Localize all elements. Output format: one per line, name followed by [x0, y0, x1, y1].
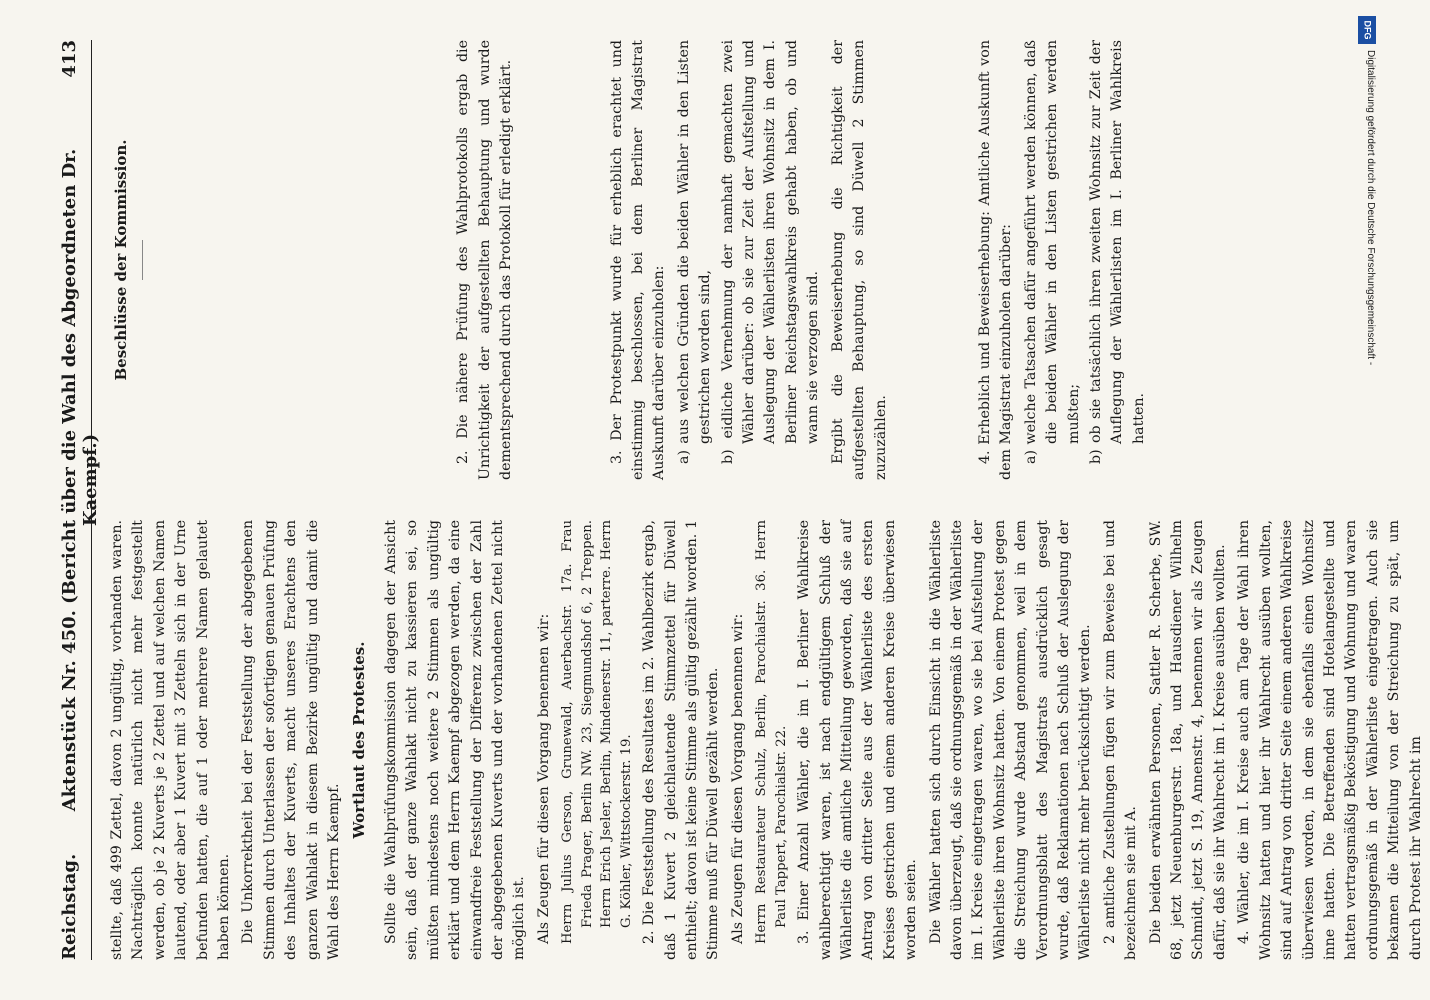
digitization-credit — [1356, 10, 1378, 990]
spacer — [521, 40, 607, 480]
page-header — [41, 40, 101, 960]
paragraph: Die beiden erwähnten Personen, Sattler R. Scherbe, SW. 68, jetzt Neuenburgerstr. 18a, und Hausdiener Wilhelm Schmidt, jetzt S. 19, Annenstr. 4, benennen wir als Zeugen dafür, daß sie ihr Wahlrecht im I. Kreise ausüben wollten. — [1147, 520, 1228, 960]
credit-text: Digitalisierung gefördert durch die Deutsche Forschungsgemeinschaft - — [1365, 50, 1376, 366]
paragraph: Die Unkorrektheit bei der Feststellung der abgegebenen Stimmen durch Unterlassen der sofortigen genauen Prüfung des Inhaltes der Kuverts, macht unseres Erachtens den ganzen Wahlakt in diesem Bezirke ungültig und damit die Wahl des Herrn Kaempf. — [240, 520, 343, 960]
section-title-commission: Beschlüsse der Kommission. — [112, 139, 130, 381]
sublist-item: b) ob sie tatsächlich ihren zweiten Wohnsitz zur Zeit der Auflegung der Wählerlisten im I. Berliner Wahlkreis hatten. — [1087, 40, 1147, 464]
spacer — [895, 40, 975, 480]
dfg-logo-text: DFG — [1362, 20, 1372, 40]
section-title-protest: Wortlaut des Protestes. — [350, 641, 369, 839]
decision-item: 3. Der Protestpunkt wurde für erheblich erachtet und einstimmig beschlossen, bei dem Berliner Magistrat Auskunft darüber einzuholen: — [608, 40, 668, 480]
divider — [142, 240, 143, 280]
paragraph: Sollte die Wahlprüfungskommission dagegen der Ansicht sein, daß der ganze Wahlakt nicht zu kassieren sei, so müßten mindestens noch weitere 2 Stimmen als ungültig erklärt und dem Herrn Kaempf abgezogen werden, da eine einwandfreie Feststellung der Differenz zwischen der Zahl der abgegebenen Kuverts und der vorhandenen Zettel nicht möglich ist. — [382, 520, 528, 960]
paragraph: 3. Einer Anzahl Wähler, die im I. Berliner Wahlkreise wahlberechtigt waren, ist nach endgültigem Schluß der Wählerliste die amtliche Mitteilung geworden, daß sie auf Antrag von dritter Seite aus der Wählerliste des ersten Kreises gestrichen und einem anderen Kreise überwiesen worden seien. — [796, 520, 920, 960]
paragraph: Als Zeugen für diesen Vorgang benennen wir: — [535, 613, 552, 944]
sublist — [674, 40, 825, 464]
header-left: Reichstag. — [59, 853, 80, 960]
paragraph: 2 amtliche Zustellungen fügen wir zum Beweise bei und bezeichnen sie mit A. — [1101, 520, 1140, 960]
paragraph: 2. Die Feststellung des Resultates im 2. Wahlbezirk ergab, daß 1 Kuvert 2 gleichlautende Stimmzettel für Düwell enthielt; davon ist keine Stimme als gültig gezählt worden. 1 Stimme muß für Düwell gezählt werden. — [641, 520, 722, 960]
paragraph: stellte, daß 499 Zettel, davon 2 ungültig, vorhanden waren. Nachträglich konnte natürlich nicht mehr festgestellt werden, ob je 2 Kuverts je 2 Zettel und auf welchen Namen lautend, oder aber 1 Kuvert mit 3 Zetteln sich in der Urne befunden hatten, die auf 1 oder mehrere Namen gelautet haben können. — [109, 520, 233, 960]
left-column — [107, 520, 1430, 960]
header-title: Aktenstück Nr. 450. (Bericht über die Wahl des Abgeordneten Dr. Kaempf.) — [59, 148, 101, 812]
sublist-item: a) welche Tatsachen dafür angeführt werden können, daß die beiden Wähler in den Listen gestrichen werden mußten; — [1022, 40, 1082, 464]
decision-item: 4. Erheblich und Beweiserhebung: Amtliche Auskunft von dem Magistrat einzuholen darüber: — [976, 40, 1015, 480]
decision-item: 2. Die nähere Prüfung des Wahlprotokolls ergab die Unrichtigkeit der aufgestellten Behauptung und wurde dementsprechend durch das Protokoll für erledigt erklärt. — [455, 40, 515, 480]
sublist-item: b) eidliche Vernehmung der namhaft gemachten zwei Wähler darüber: ob sie zur Zeit der Aufstellung und Auslegung der Wählerlisten ihren Wohnsitz in dem I. Berliner Reichstagswahlkreis gehabt haben, ob und wann sie verzogen sind. — [719, 40, 822, 464]
paragraph: 4. Wähler, die im I. Kreise auch am Tage der Wahl ihren Wohnsitz hatten und hier ihr Wahlrecht ausüben wollten, sind auf Antrag von dritter Seite einem anderen Wahlkreise überwiesen worden, in dem sie ebenfalls einen Wohnsitz inne hatten. Die Betreffenden sind Hotelangestellte und hatten vertragsmäßig Beköstigung und Wohnung und waren ordnungsgemäß in der Wählerliste eingetragen. Auch sie bekamen die Mitteilung von der Streichung zu spät, um durch Protest ihr Wahlrecht im — [1236, 520, 1424, 960]
decision-item: Ergibt die Beweiserhebung die Richtigkeit der aufgestellten Behauptung, so sind Düwell 2 Stimmen zuzuzählen. — [829, 40, 889, 480]
paragraph: Die Wähler hatten sich durch Einsicht in die Wählerliste davon überzeugt, daß sie ordnungsgemäß in der Wählerliste im I. Kreise eingetragen waren, wo sie bei Aufstellung der Wählerliste ihren Wohnsitz hatten. Von einem Protest gegen die Streichung wurde Abstand genommen, weil in dem Verordnungsblatt des Magistrats ausdrücklich gesagt wurde, daß Reklamationen nach Schluß der Auslegung der Wählerliste nicht mehr berücksichtigt werden. — [927, 520, 1094, 960]
right-column — [107, 40, 1153, 480]
spacer — [153, 40, 453, 480]
sublist — [1021, 40, 1150, 464]
sublist-item: a) aus welchen Gründen die beiden Wähler in den Listen gestrichen worden sind, — [675, 40, 714, 464]
paragraph: Als Zeugen für diesen Vorgang benennen wir: — [729, 613, 746, 944]
witness-list: Herrn Restaurateur Schulz, Berlin, Parochialstr. 36. Herrn Paul Tappert, Parochialstr. 22. — [754, 520, 789, 944]
witness-list: Herrn Julius Gerson, Grunewald, Auerbachstr. 17a. Frau Frieda Prager, Berlin NW. 23, Siegmundshof 6, 2 Treppen. Herrn Erich Jseler, Berlin, Mindenerstr. 11, parterre. Herrn G. Köhler, Wittstockerstr. 19. — [560, 520, 634, 944]
page-number: 413 — [59, 40, 80, 78]
dfg-logo — [1358, 16, 1376, 44]
